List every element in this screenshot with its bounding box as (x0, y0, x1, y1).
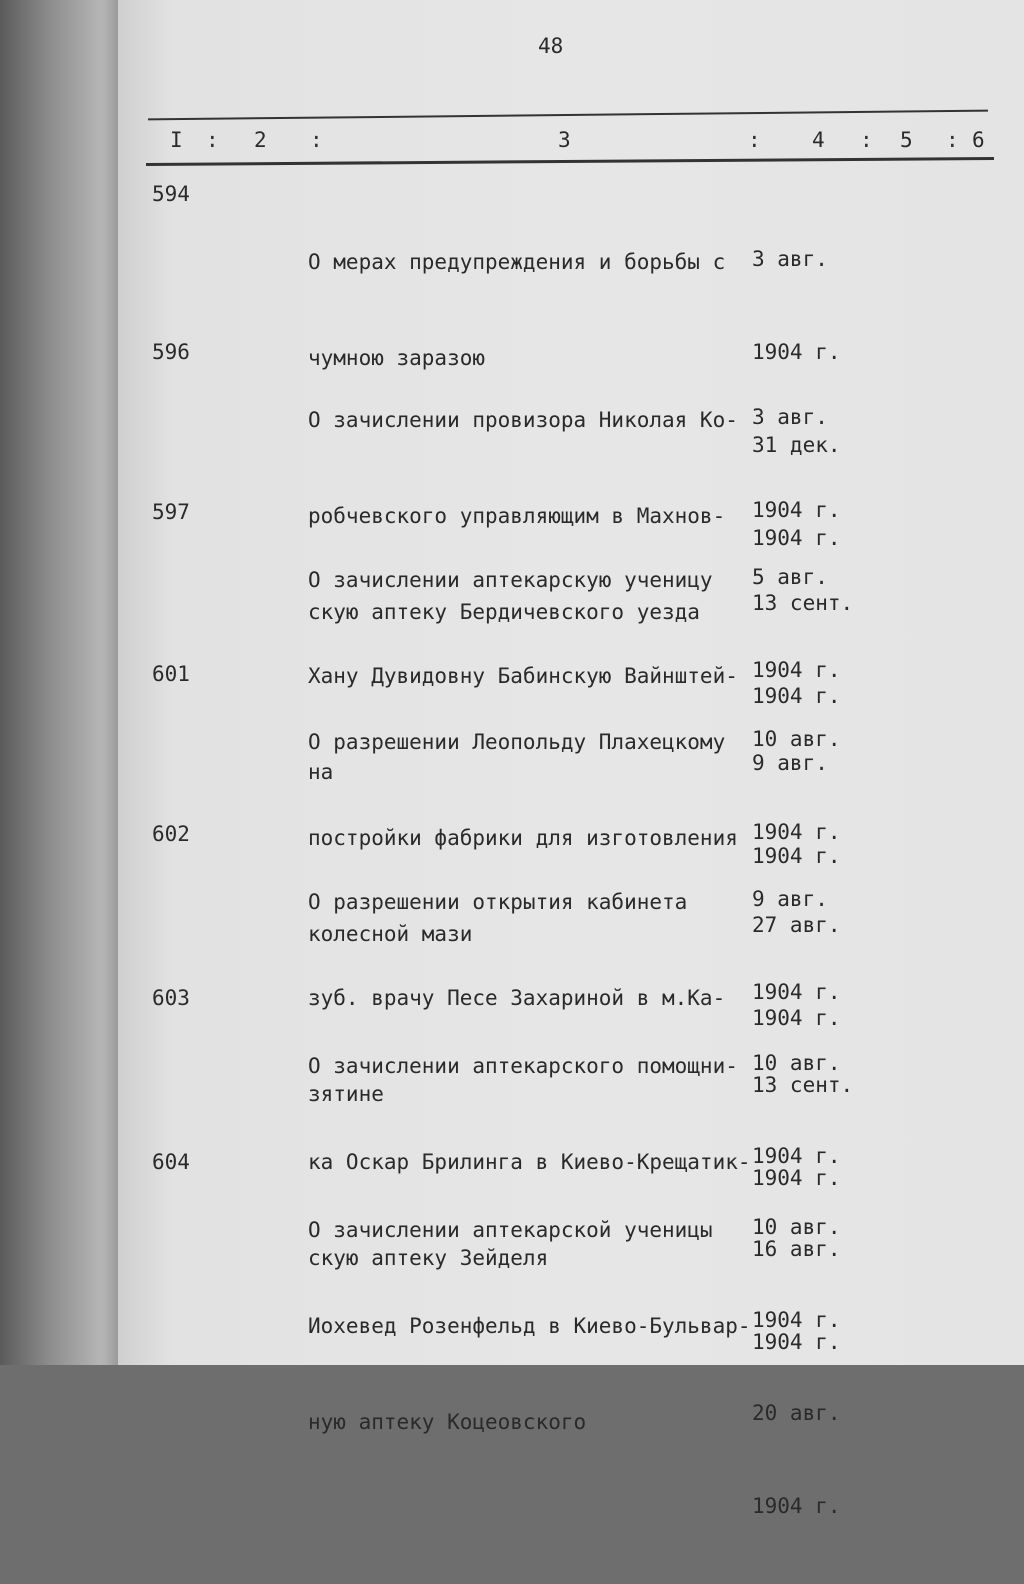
header-separator: : (946, 128, 959, 152)
header-separator: : (310, 128, 323, 152)
description-line: О разрешении открытия кабинета (308, 890, 688, 914)
entry-number: 602 (152, 822, 190, 846)
header-col-3: 3 (558, 128, 571, 152)
description-line: колесной мази (308, 922, 473, 946)
header-col-1: I (170, 128, 183, 152)
header-col-4: 4 (812, 128, 825, 152)
end-year: 1904 г. (752, 1330, 841, 1354)
end-year: 1904 г. (752, 1166, 841, 1190)
header-bottom-rule (146, 157, 994, 166)
end-date: 31 дек. (752, 433, 841, 457)
description-line: Иохевед Розенфельд в Киево-Бульвар- (308, 1314, 751, 1338)
header-col-5: 5 (900, 128, 913, 152)
start-date: 9 авг. (752, 887, 828, 911)
header-separator: : (860, 128, 873, 152)
description-line: О мерах предупреждения и борьбы с (308, 250, 726, 274)
description-line: чумною заразою (308, 346, 486, 370)
list-item (118, 1150, 1024, 1518)
description-line: О зачислении аптекарской ученицы (308, 1218, 713, 1242)
header-col-2: 2 (254, 128, 267, 152)
end-year: 1904 г. (752, 684, 841, 708)
entry-number: 596 (152, 340, 190, 364)
description-line: на (308, 760, 334, 784)
header-col-6: 6 (972, 128, 985, 152)
start-date: 5 авг. (752, 565, 828, 589)
end-year: 1904 г. (752, 1494, 841, 1518)
start-date: 10 авг. (752, 1051, 841, 1075)
description-line: ка Оскар Брилинга в Киево-Крещатик- (308, 1150, 751, 1174)
start-date: 3 авг. (752, 247, 828, 271)
page-number: 48 (538, 34, 564, 58)
end-date: 16 авг. (752, 1237, 841, 1261)
entry-number: 604 (152, 1150, 190, 1174)
description-line: зятине (308, 1082, 384, 1106)
start-date: 10 авг. (752, 727, 841, 751)
start-year: 1904 г. (752, 1144, 841, 1168)
description-line: О зачислении провизора Николая Ко- (308, 408, 738, 432)
start-year: 1904 г. (752, 340, 841, 364)
start-year: 1904 г. (752, 820, 841, 844)
start-year: 1904 г. (752, 498, 841, 522)
description-line: Хану Дувидовну Бабинскую Вайнштей- (308, 664, 738, 688)
end-year: 1904 г. (752, 844, 841, 868)
start-date: 10 авг. (752, 1215, 841, 1239)
description-line: О зачислении аптекарского помощни- (308, 1054, 738, 1078)
description-line: ную аптеку Коцеовского (308, 1410, 587, 1434)
description-line: О разрешении Леопольду Плахецкому (308, 730, 726, 754)
end-year: 1904 г. (752, 526, 841, 550)
header-separator: : (748, 128, 761, 152)
description-line: робчевского управляющим в Махнов- (308, 504, 726, 528)
header-top-rule (148, 110, 988, 121)
end-date: 27 авг. (752, 913, 841, 937)
description-line: О зачислении аптекарскую ученицу (308, 568, 713, 592)
start-year: 1904 г. (752, 1308, 841, 1332)
end-date: 20 авг. (752, 1401, 841, 1425)
header-separator: : (206, 128, 219, 152)
entry-number: 597 (152, 500, 190, 524)
end-date: 9 авг. (752, 751, 828, 775)
start-date: 3 авг. (752, 405, 828, 429)
entry-description (308, 1150, 768, 1502)
description-line: постройки фабрики для изготовления (308, 826, 738, 850)
document-page (118, 0, 1024, 1518)
end-year: 1904 г. (752, 1006, 841, 1030)
end-date: 13 сент. (752, 591, 854, 615)
entry-dates (752, 1150, 882, 1584)
description-line: скую аптеку Зейделя (308, 1246, 549, 1270)
start-year: 1904 г. (752, 658, 841, 682)
description-line: скую аптеку Бердичевского уезда (308, 600, 700, 624)
entry-number: 603 (152, 986, 190, 1010)
end-date: 13 сент. (752, 1073, 854, 1097)
description-line: зуб. врачу Песе Захариной в м.Ка- (308, 986, 726, 1010)
start-year: 1904 г. (752, 980, 841, 1004)
entry-number: 601 (152, 662, 190, 686)
entry-number: 594 (152, 182, 190, 206)
